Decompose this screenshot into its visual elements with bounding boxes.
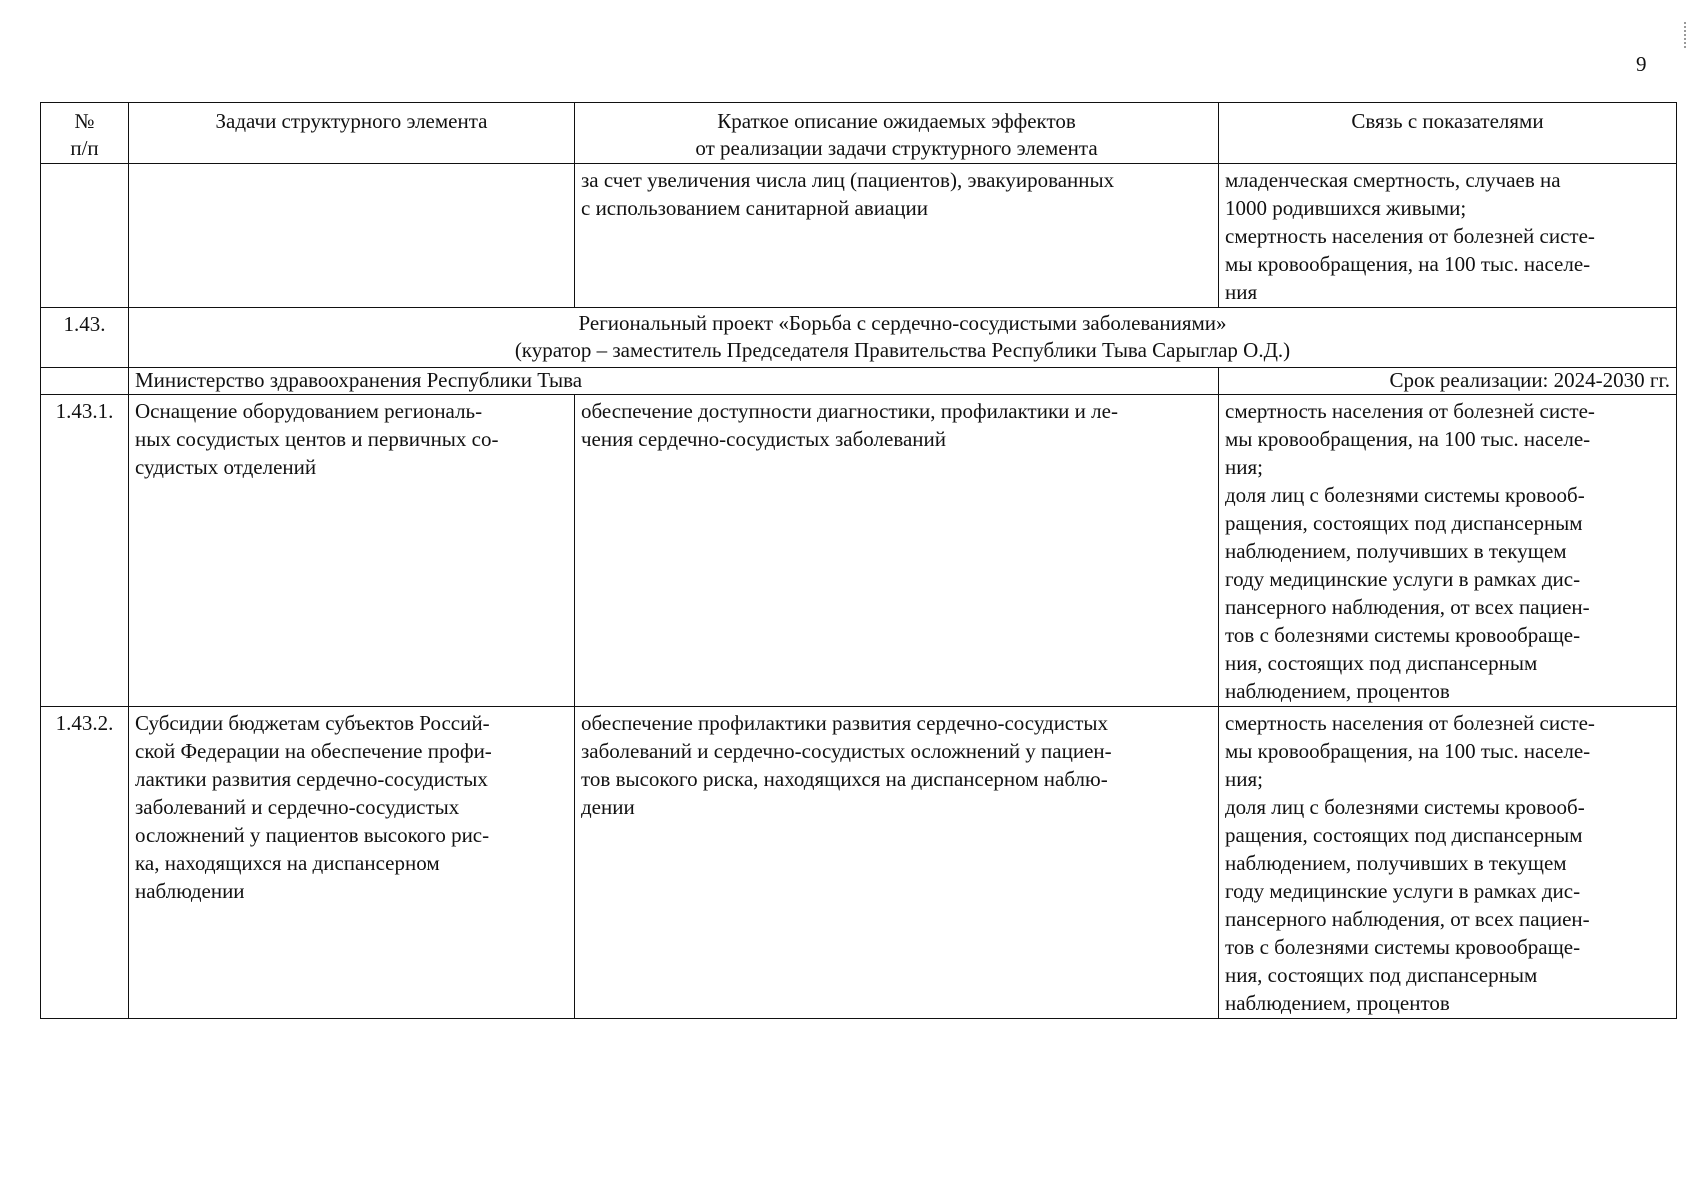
ministry-row	[41, 368, 1677, 395]
cell-effect: обеспечение доступности диагностики, профилактики и ле- чения сердечно-сосудистых заболеваний	[575, 395, 1219, 707]
implementation-term: Срок реализации: 2024-2030 гг.	[1219, 368, 1677, 395]
project-title: Региональный проект «Борьба с сердечно-сосудистыми заболеваниями» (куратор – заместитель Председателя Правительства Республики Тыва Сарыглар О.Д.)	[129, 308, 1677, 368]
cell-number	[41, 164, 129, 308]
header-number: № п/п	[41, 103, 129, 164]
table-row	[41, 395, 1677, 707]
project-number: 1.43.	[41, 308, 129, 368]
cell-effect: за счет увеличения числа лиц (пациентов), эвакуированных с использованием санитарной авиации	[575, 164, 1219, 308]
page-number: 9	[1636, 52, 1647, 76]
cell-number: 1.43.2.	[41, 707, 129, 1019]
ministry-number	[41, 368, 129, 395]
structural-element-table	[40, 102, 1677, 1019]
cell-task	[129, 164, 575, 308]
header-effects: Краткое описание ожидаемых эффектов от реализации задачи структурного элемента	[575, 103, 1219, 164]
header-indicators: Связь с показателями	[1219, 103, 1677, 164]
table-row	[41, 164, 1677, 308]
ministry-name: Министерство здравоохранения Республики Тыва	[129, 368, 1219, 395]
cell-effect: обеспечение профилактики развития сердечно-сосудистых заболеваний и сердечно-сосудистых осложнений у пациен- тов высокого риска, находящихся на диспансерном наблю- дении	[575, 707, 1219, 1019]
cell-task: Субсидии бюджетам субъектов Россий- ской Федерации на обеспечение профи- лактики развития сердечно-сосудистых заболеваний и сердечно-сосудистых осложнений у пациентов высокого рис- ка, находящихся на диспансерном наблюдении	[129, 707, 575, 1019]
table-header-row	[41, 103, 1677, 164]
project-row	[41, 308, 1677, 368]
table-row	[41, 707, 1677, 1019]
cell-number: 1.43.1.	[41, 395, 129, 707]
scan-artifact	[1684, 22, 1689, 48]
header-tasks: Задачи структурного элемента	[129, 103, 575, 164]
cell-indicators: смертность населения от болезней систе- мы кровообращения, на 100 тыс. населе- ния; доля лиц с болезнями системы кровооб- ращения, состоящих под диспансерным наблюдением, получивших в текущем году медицинские услуги в рамках дис- пансерного наблюдения, от всех пациен- тов с болезнями системы кровообраще- ния, состоящих под диспансерным наблюдением, процентов	[1219, 395, 1677, 707]
cell-indicators: смертность населения от болезней систе- мы кровообращения, на 100 тыс. населе- ния; доля лиц с болезнями системы кровооб- ращения, состоящих под диспансерным наблюдением, получивших в текущем году медицинские услуги в рамках дис- пансерного наблюдения, от всех пациен- тов с болезнями системы кровообраще- ния, состоящих под диспансерным наблюдением, процентов	[1219, 707, 1677, 1019]
cell-indicators: младенческая смертность, случаев на 1000 родившихся живыми; смертность населения от болезней систе- мы кровообращения, на 100 тыс. населе- ния	[1219, 164, 1677, 308]
cell-task: Оснащение оборудованием региональ- ных сосудистых центов и первичных со- судистых отделений	[129, 395, 575, 707]
